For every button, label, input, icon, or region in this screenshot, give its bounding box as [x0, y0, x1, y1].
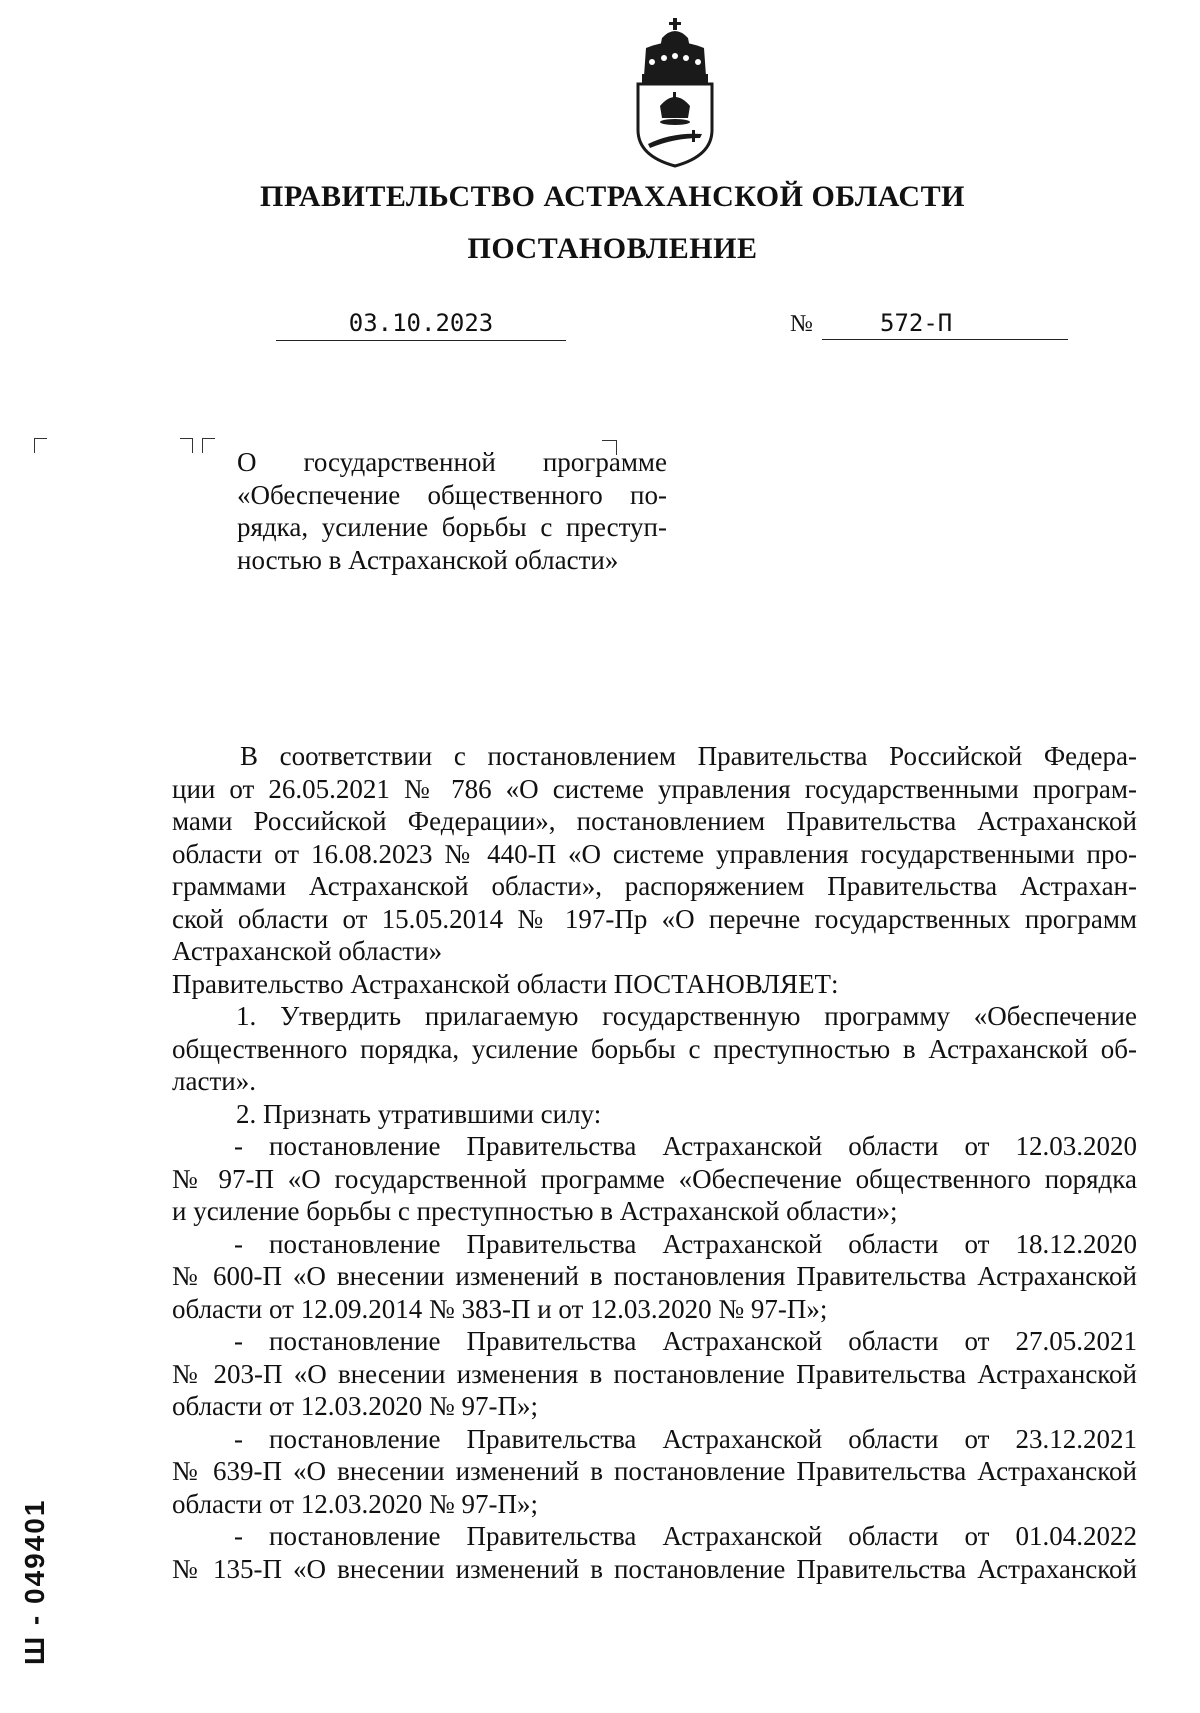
body-line: ласти». — [172, 1066, 256, 1096]
document-number: 572-П — [822, 308, 1068, 340]
body-line: - постановление Правительства Астраханской области от 01.04.2022 — [234, 1521, 1137, 1551]
revoked-item — [172, 1130, 1137, 1228]
corner-mark — [202, 438, 215, 453]
item-1 — [172, 1000, 1137, 1098]
preamble — [172, 740, 1137, 968]
body-line: № 600-П «О внесении изменений в постановления Правительства Астраханской — [172, 1261, 1137, 1291]
subject-line: «Обеспечение общественного по- — [237, 479, 667, 510]
item-2-title: 2. Признать утратившими силу: — [236, 1098, 602, 1129]
subject-line: рядка, усиление борьбы с преступ- — [237, 512, 667, 542]
subject-line: ностью в Астраханской области» — [237, 544, 619, 575]
body-line: общественного порядка, усиление борьбы с преступностью в Астраханской об- — [172, 1033, 1137, 1064]
body-line: Астраханской области» — [172, 936, 443, 966]
body-line: 1. Утвердить прилагаемую государственную программу «Обеспечение — [236, 1001, 1137, 1031]
body-line: области от 12.09.2014 № 383-П и от 12.03.2020 № 97-П»; — [172, 1293, 828, 1324]
body-line: граммами Астраханской области», распоряжением Правительства Астрахан- — [172, 871, 1137, 901]
body-line: ской области от 15.05.2014 № 197-Пр «О перечне государственных программ — [172, 903, 1137, 934]
revoked-item — [172, 1423, 1137, 1521]
revoked-item — [172, 1520, 1137, 1585]
corner-mark — [34, 438, 47, 453]
body-line: - постановление Правительства Астраханской области от 12.03.2020 — [234, 1131, 1137, 1161]
form-serial-number: Ш - 049401 — [19, 1498, 50, 1665]
body-line: № 639-П «О внесении изменений в постановление Правительства Астраханской — [172, 1456, 1137, 1486]
subject-line: О государственной программе — [237, 447, 667, 477]
corner-mark — [180, 438, 193, 453]
document-body — [172, 740, 1137, 1585]
body-line: мами Российской Федерации», постановлением Правительства Астраханской — [172, 806, 1137, 836]
body-line: № 97-П «О государственной программе «Обеспечение общественного порядка — [172, 1163, 1137, 1194]
revoked-item — [172, 1228, 1137, 1326]
body-line: - постановление Правительства Астраханской области от 23.12.2021 — [234, 1423, 1137, 1454]
body-line: № 203-П «О внесении изменения в постановление Правительства Астраханской — [172, 1358, 1137, 1389]
document-date: 03.10.2023 — [276, 308, 566, 341]
body-line: В соответствии с постановлением Правительства Российской Федера- — [240, 741, 1137, 771]
body-line: области от 16.08.2023 № 440-П «О системе управления государственными про- — [172, 838, 1137, 869]
body-line: ции от 26.05.2021 № 786 «О системе управления государственными програм- — [172, 773, 1137, 804]
document-subject — [237, 446, 667, 576]
organization-title: ПРАВИТЕЛЬСТВО АСТРАХАНСКОЙ ОБЛАСТИ — [260, 180, 965, 213]
document-type: ПОСТАНОВЛЕНИЕ — [467, 232, 758, 265]
resolves-line: Правительство Астраханской области ПОСТАНОВЛЯЕТ: — [172, 968, 839, 999]
body-line: - постановление Правительства Астраханской области от 27.05.2021 — [234, 1326, 1137, 1356]
body-line: - постановление Правительства Астраханской области от 18.12.2020 — [234, 1228, 1137, 1259]
coat-of-arms-icon — [632, 18, 718, 168]
body-line: № 135-П «О внесении изменений в постановление Правительства Астраханской — [172, 1553, 1137, 1584]
revoked-item — [172, 1325, 1137, 1423]
body-line: и усиление борьбы с преступностью в Астраханской области»; — [172, 1196, 898, 1226]
body-line: области от 12.03.2020 № 97-П»; — [172, 1391, 538, 1421]
number-label: № — [790, 311, 813, 337]
body-line: области от 12.03.2020 № 97-П»; — [172, 1488, 538, 1519]
